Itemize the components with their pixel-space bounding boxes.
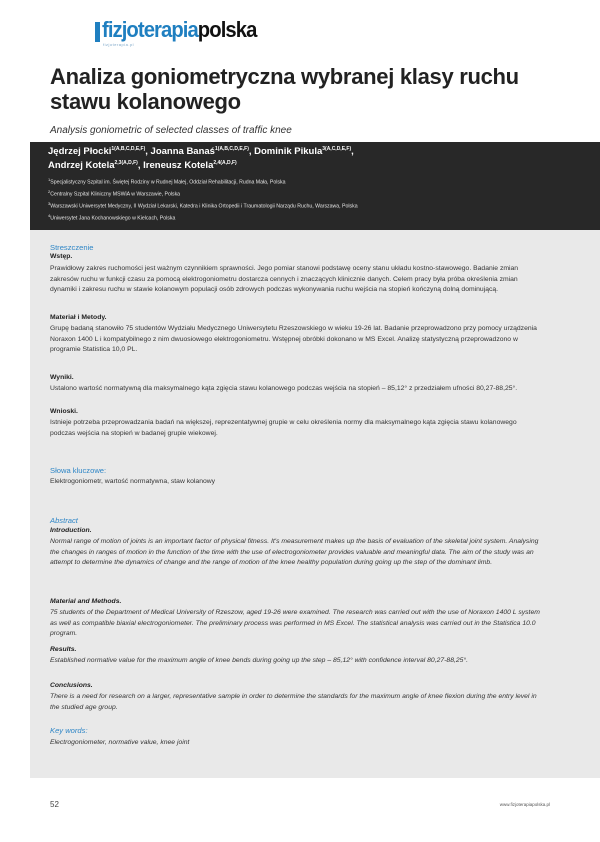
author-sup: 2,3(A,D,F) (114, 160, 138, 166)
author-name: Andrzej Kotela (48, 160, 115, 172)
author-sup: 3(A,C,D,E,F) (322, 146, 352, 152)
affiliation-text: Uniwersytet Jana Kochanowskiego w Kielcach, Polska (50, 215, 176, 222)
introduction-text: Normal range of motion of joints is an important factor of physical fitness. It's measurement makes up the basis of evaluation of the skeletal joint system. Analysing the changes in ranges of motion in the function of the time with the use of electrogoniometer provides valuable and meaningful data. The aim of the study was an attempt to determine the dynamics of change and the range of motion of the knee healthy population during going up the step of the dominant limb. (50, 538, 539, 567)
affiliation-sup: 3 (48, 201, 51, 206)
affiliation-text: Specjalistyczny Szpital im. Świętej Rodziny w Rudnej Małej, Oddział Rehabilitacji, Rudna Mała, Polska (50, 179, 286, 186)
affiliation-sup: 4 (48, 213, 51, 218)
conclusions-text: There is a need for research on a larger, representative sample in order to determine the standards for the maximum angle of knee flexion during the entry level in the studied age group. (50, 693, 537, 711)
journal-name-part2: polska (197, 17, 257, 42)
affiliation-text: Warszawski Uniwersytet Medyczny, II Wydział Lekarski, Katedra i Klinika Ortopedii i Traumatologii Narządu Ruchu, Warszawa, Polska (50, 203, 358, 210)
results-label: Results. (50, 646, 77, 653)
keywords-text: Electrogoniometer, normative value, knee joint (50, 739, 190, 746)
authors-line-2: Andrzej Kotela$^{2,3(A,D,F)}$, Ireneusz Kotela$^{2,4(A,D,F)}$ (48, 160, 237, 172)
wstep-text: Prawidłowy zakres ruchomości jest ważnym czynnikiem sprawności. Jego pomiar stanowi podstawę oceny stanu układu kostno-stawowego. Badanie zmian zakresów ruchu w funkcji czasu za pomocą elektrogoniometru dostarcza cennych i znaczących klinicznie danych. Celem pracy była próba określenia zmian dynamiki i zakresu ruchu w stawie kolanowym populacji osób zdrowych podczas wykonywania ruchu wejścia na stopień kończyną dolną dominującą. (50, 265, 519, 294)
affiliation-sup: 1 (48, 177, 51, 182)
affiliation (48, 177, 286, 186)
wnioski-label: Wnioski. (50, 408, 78, 415)
results-text: Established normative value for the maximum angle of knee bends during going up the step – 85,12° with confidence interval 80,27-88,25°. (50, 657, 469, 664)
material-text-en: 75 students of the Department of Medical University of Rzeszow, aged 19-26 were examined. The research was carried out with the use of Noraxon 1400 L system as well as compatible biaxial electrogoniometer. The preliminary process was performed in MS Excel. The statistical analysis was carried out in the Statistica 10.0 program. (50, 609, 540, 638)
page-number: 52 (50, 800, 59, 809)
affiliation (48, 201, 358, 210)
journal-tagline: fizjoterapia.pl (103, 42, 135, 47)
author-name: Dominik Pikula (254, 146, 323, 158)
affiliation-sup: 2 (48, 189, 51, 194)
wstep-label: Wstęp. (50, 253, 73, 260)
author-sup: 2,4(A,D,F) (213, 160, 237, 166)
author-name: Joanna Banaś (150, 146, 215, 158)
article-title-english: Analysis goniometric of selected classes of traffic knee (50, 125, 292, 136)
introduction-label: Introduction. (50, 527, 92, 534)
journal-logo (102, 17, 256, 43)
author-name: Jędrzej Płocki (48, 146, 112, 158)
abstract-heading: Abstract (50, 516, 78, 525)
authors-band (30, 142, 600, 230)
wnioski-text: Istnieje potrzeba przeprowadzania badań na większej, reprezentatywnej grupie w celu określenia normy dla maksymalnego kąta zgięcia stawu kolanowego podczas wejścia na stopień w badanej grupie wiekowej. (50, 419, 517, 437)
slowa-kluczowe-heading: Słowa kluczowe: (50, 466, 107, 475)
material-label-pl: Materiał i Metody. (50, 314, 107, 321)
affiliation (48, 213, 175, 222)
article-title-polish: Analiza goniometryczna wybranej klasy ruchu stawu kolanowego (50, 64, 519, 114)
journal-name-part1: fizjoterapia (102, 17, 198, 42)
author-sup: 1(A,B,C,D,E,F) (214, 146, 249, 152)
journal-website: www.fizjoterapiapolska.pl (499, 802, 550, 807)
material-text-pl: Grupę badaną stanowiło 75 studentów Wydziału Medycznego Uniwersytetu Rzeszowskiego w wieku 19-26 lat. Badanie przeprowadzono przy pomocy urządzenia Noraxon 1400 L i kompatybilnego z nim dwuosiowego elektrogoniometru. Wstępnej obróbki dokonano w MS Excel. Analizę statystyczną przeprowadzono w programie Statistica 10,0 PL. (50, 325, 537, 354)
keywords-heading: Key words: (50, 726, 88, 735)
slowa-kluczowe-text: Elektrogoniometr, wartość normatywna, staw kolanowy (50, 478, 216, 485)
material-label-en: Material and Methods. (50, 598, 122, 605)
authors-line-1: Jędrzej Płocki$^{1(A,B,C,D,E,F)}$, Joanna Banaś$^{1(A,B,C,D,E,F)}$, Dominik Pikula$^{3(A,C,D,E,F)}$, (48, 146, 354, 158)
affiliation (48, 189, 180, 198)
conclusions-label: Conclusions. (50, 682, 93, 689)
wyniki-text: Ustalono wartość normatywną dla maksymalnego kąta zgięcia stawu kolanowego podczas wejścia na stopień – 85,12° z przedziałem ufności 80,27-88,25°. (50, 385, 518, 392)
wyniki-label: Wyniki. (50, 374, 74, 381)
streszczenie-heading: Streszczenie (50, 243, 94, 252)
author-name: Ireneusz Kotela (143, 160, 214, 172)
affiliation-text: Centralny Szpital Kliniczny MSWiA w Warszawie, Polska (50, 191, 181, 198)
author-sup: 1(A,B,C,D,E,F) (111, 146, 146, 152)
journal-logo-bar (95, 22, 100, 42)
